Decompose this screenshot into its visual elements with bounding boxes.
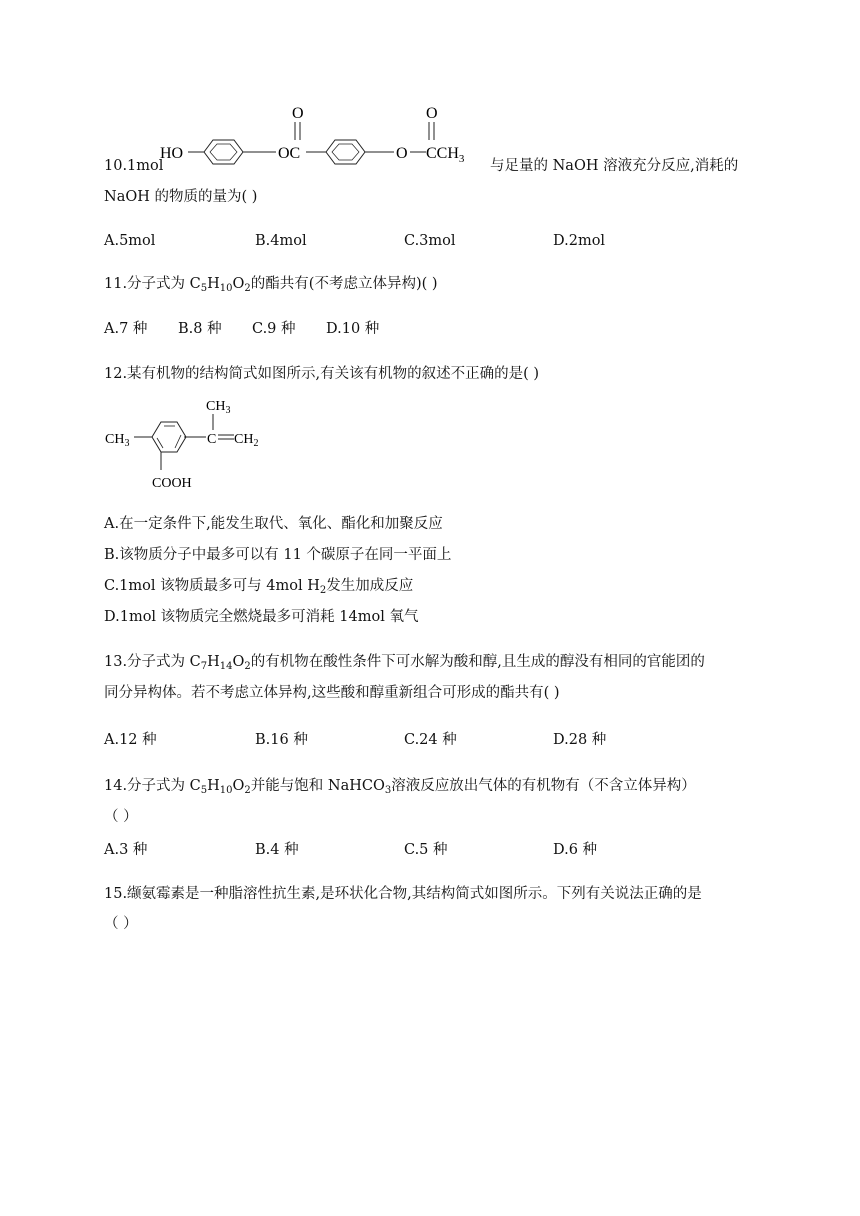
q11-stem: 11.分子式为 $C_5H_{10}O_2$的酯共有(不考虑立体异构)( ) — [104, 276, 438, 294]
q12-c: C — [207, 432, 217, 447]
q12-option-c[interactable]: C.1mol 该物质最多可与 4mol $H_2$发生加成反应 — [104, 578, 414, 596]
q10-option-c[interactable]: C.3mol — [404, 233, 456, 249]
q14-option-c[interactable]: C.5 种 — [404, 842, 448, 858]
q11-option-b[interactable]: B.8 种 — [178, 321, 222, 337]
q10-o1: O — [292, 105, 304, 122]
q10-o-link: O — [396, 145, 408, 162]
q13-line2: 同分异构体。若不考虑立体异构,这些酸和醇重新组合可形成的酯共有( ) — [104, 685, 560, 701]
q10-prefix: 10.1mol — [104, 158, 164, 174]
q13-option-d[interactable]: D.28 种 — [553, 732, 607, 748]
q11-option-a[interactable]: A.7 种 — [104, 321, 148, 337]
q10-option-d[interactable]: D.2mol — [553, 233, 606, 249]
q12-option-a[interactable]: A.在一定条件下,能发生取代、氧化、酯化和加聚反应 — [104, 516, 443, 532]
q12-ch2: $CH_2$ — [234, 432, 259, 449]
q12-option-b[interactable]: B.该物质分子中最多可以有 11 个碳原子在同一平面上 — [104, 547, 452, 563]
q10-structure — [158, 100, 488, 172]
q10-line1 — [104, 157, 163, 175]
q15-stem: 15.缬氨霉素是一种脂溶性抗生素,是环状化合物,其结构简式如图所示。下列有关说法正确的是 — [104, 886, 702, 902]
q13-option-b[interactable]: B.16 种 — [255, 732, 308, 748]
q13-option-a[interactable]: A.12 种 — [104, 732, 157, 748]
q11-option-d[interactable]: D.10 种 — [326, 321, 380, 337]
q10-option-a[interactable]: A.5mol — [104, 233, 156, 249]
q13-option-c[interactable]: C.24 种 — [404, 732, 457, 748]
q15-line2: （ ） — [104, 916, 138, 932]
q12-option-d[interactable]: D.1mol 该物质完全燃烧最多可消耗 14mol 氧气 — [104, 609, 419, 625]
q14-option-b[interactable]: B.4 种 — [255, 842, 299, 858]
q11-option-c[interactable]: C.9 种 — [252, 321, 296, 337]
q10-ho: HO — [160, 145, 184, 162]
q10-line2: NaOH 的物质的量为( ) — [104, 189, 258, 205]
q10-option-b[interactable]: B.4mol — [255, 233, 307, 249]
q14-option-a[interactable]: A.3 种 — [104, 842, 148, 858]
q12-stem: 12.某有机物的结构简式如图所示,有关该有机物的叙述不正确的是( ) — [104, 366, 540, 382]
q14-stem: 14.分子式为 $C_5H_{10}O_2$并能与饱和 NaHCO$_3$溶液反应放出气体的有机物有（不含立体异构） — [104, 778, 696, 796]
q12-ch3-left: $CH_3$ — [105, 432, 130, 449]
q10-cch3: $CCH_3$ — [426, 145, 465, 165]
q12-benzene-ring — [152, 422, 186, 452]
q12-ch3-top: $CH_3$ — [206, 399, 231, 416]
q13-stem: 13.分子式为 $C_7H_{14}O_2$的有机物在酸性条件下可水解为酸和醇,且生成的醇没有相同的官能团的 — [104, 654, 705, 672]
q12-structure — [104, 394, 274, 494]
q10-o2: O — [426, 105, 438, 122]
q14-line2: （ ） — [104, 809, 138, 825]
q10-suffix: 与足量的 NaOH 溶液充分反应,消耗的 — [490, 158, 739, 174]
q12-cooh: COOH — [152, 476, 192, 491]
q14-option-d[interactable]: D.6 种 — [553, 842, 598, 858]
q10-oc: OC — [278, 145, 301, 162]
